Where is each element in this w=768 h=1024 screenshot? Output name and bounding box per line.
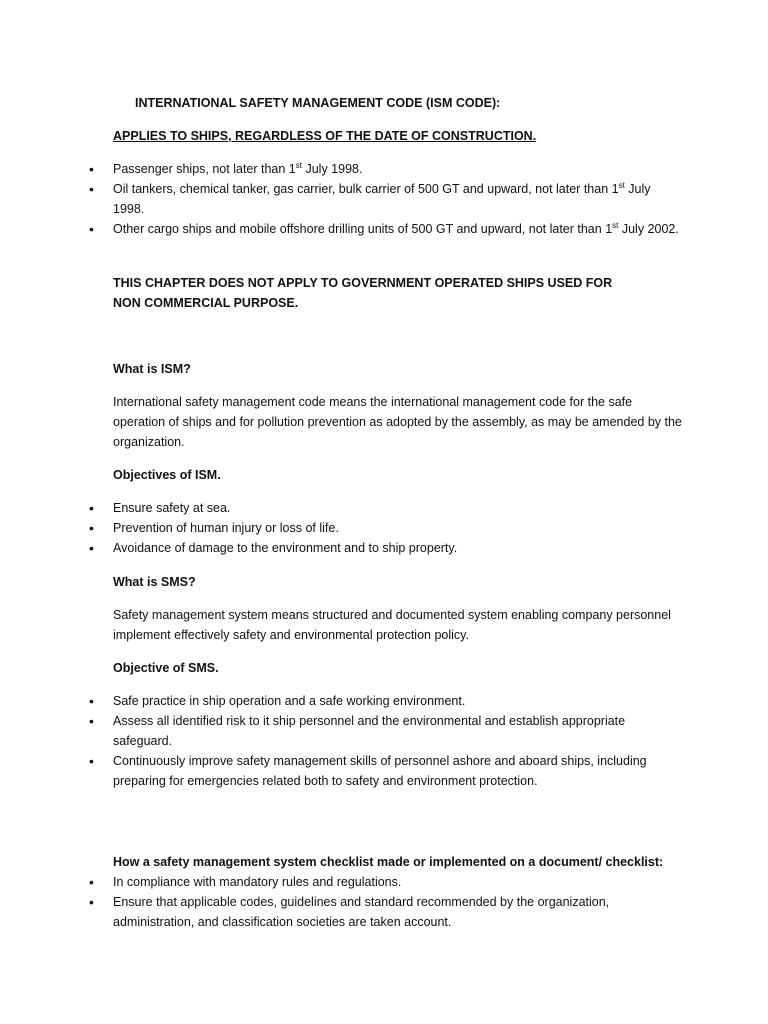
list-item: • Ensure safety at sea.	[113, 498, 683, 518]
list-item: • In compliance with mandatory rules and regulations.	[113, 872, 683, 892]
objective-sms-heading: Objective of SMS.	[113, 661, 219, 675]
list-item: • Avoidance of damage to the environment and to ship property.	[113, 538, 683, 558]
objectives-ism-heading: Objectives of ISM.	[113, 468, 221, 482]
exclusion-note: THIS CHAPTER DOES NOT APPLY TO GOVERNMENT OPERATED SHIPS USED FOR NON COMMERCIAL PURPOSE.	[113, 276, 613, 310]
applies-list	[113, 159, 683, 239]
list-item: • Oil tankers, chemical tanker, gas carrier, bulk carrier of 500 GT and upward, not later than 1st July 1998.	[113, 179, 683, 219]
list-item: • Continuously improve safety management skills of personnel ashore and aboard ships, including preparing for emergencies related both to safety and environment protection.	[113, 751, 683, 791]
document-title: INTERNATIONAL SAFETY MANAGEMENT CODE (ISM CODE):	[135, 96, 501, 110]
list-item: • Assess all identified risk to it ship personnel and the environmental and establish appropriate safeguard.	[113, 711, 683, 751]
applies-heading: APPLIES TO SHIPS, REGARDLESS OF THE DATE OF CONSTRUCTION.	[113, 129, 537, 143]
checklist-heading: How a safety management system checklist made or implemented on a document/ checklist:	[113, 855, 664, 869]
list-item: • Passenger ships, not later than 1st July 1998.	[113, 159, 683, 179]
checklist-list	[113, 872, 683, 932]
what-is-sms-heading: What is SMS?	[113, 575, 196, 589]
objectives-ism-list	[113, 498, 683, 558]
objective-sms-list	[113, 691, 683, 791]
what-is-ism-text: International safety management code means the international management code for the safe operation of ships and for pollution prevention as adopted by the assembly, as may be amended by the organization.	[113, 395, 682, 449]
list-item: • Other cargo ships and mobile offshore drilling units of 500 GT and upward, not later than 1st July 2002.	[113, 219, 683, 239]
what-is-ism-heading: What is ISM?	[113, 362, 191, 376]
list-item: • Safe practice in ship operation and a safe working environment.	[113, 691, 683, 711]
what-is-sms-text: Safety management system means structured and documented system enabling company personnel implement effectively safety and environmental protection policy.	[113, 608, 671, 642]
list-item: • Prevention of human injury or loss of life.	[113, 518, 683, 538]
list-item: • Ensure that applicable codes, guidelines and standard recommended by the organization, administration, and classification societies are taken account.	[113, 892, 683, 932]
